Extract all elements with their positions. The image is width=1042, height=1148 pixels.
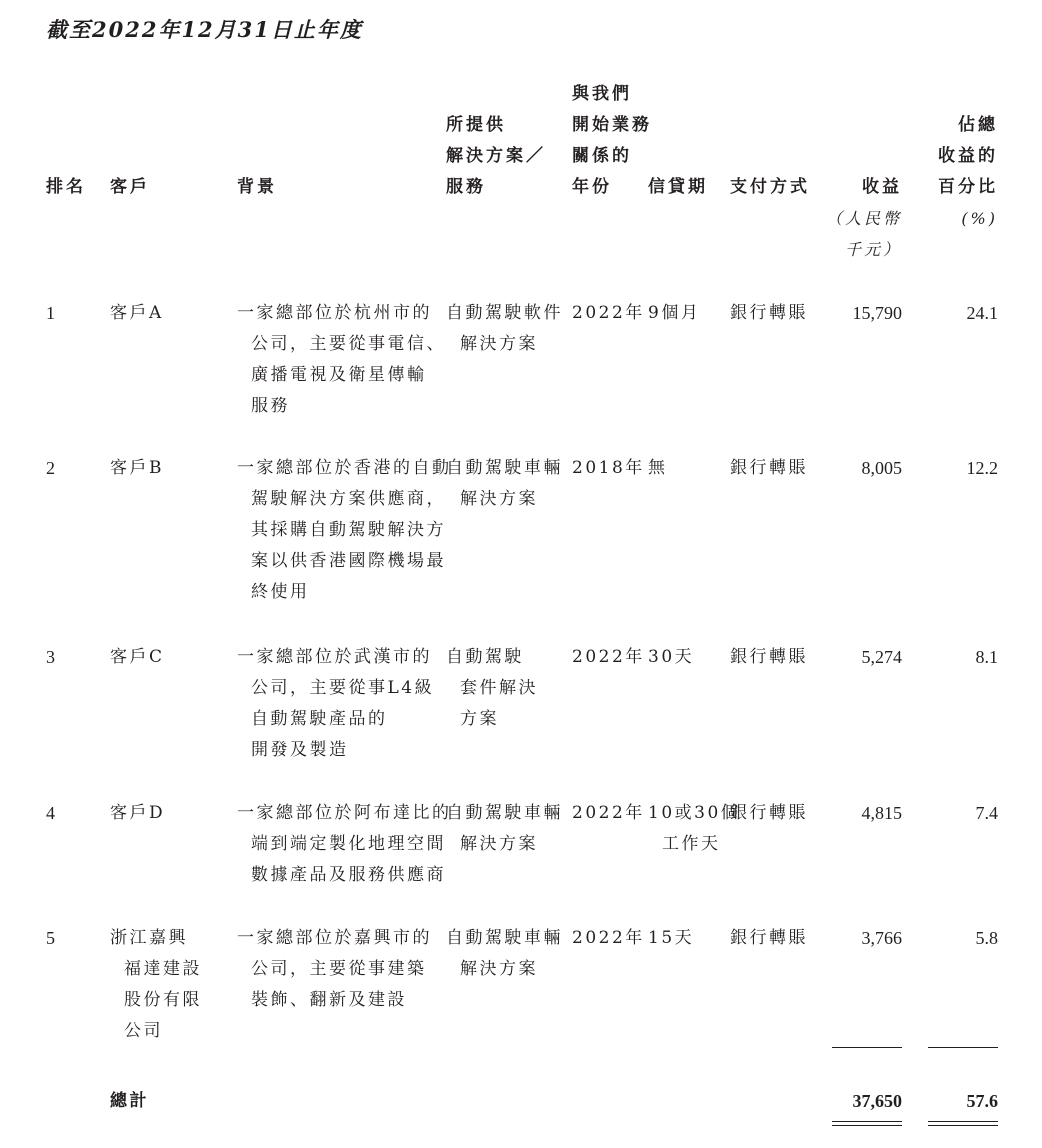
header-solution-line: 所提供	[446, 115, 506, 135]
credit-cell: 15天	[648, 928, 695, 948]
header-background: 背景	[237, 177, 277, 197]
customer-cell: 客戶D	[110, 803, 166, 823]
solution-cell	[446, 923, 563, 985]
subtotal-rule-revenue	[832, 1047, 902, 1048]
solution-line: 自動駕駛車輛	[446, 803, 563, 823]
credit-line: 10或30個	[648, 803, 741, 823]
subtotal-rule-percent	[928, 1047, 998, 1048]
payment-cell: 銀行轉賬	[730, 803, 808, 823]
background-cell	[237, 298, 446, 422]
header-percent-line: 收益的	[938, 146, 998, 166]
background-line: 一家總部位於杭州市的	[237, 303, 432, 323]
solution-line: 解決方案	[460, 489, 538, 509]
header-percent	[900, 110, 998, 234]
header-percent-line: 佔總	[958, 115, 998, 135]
customer-line: 浙江嘉興	[110, 928, 188, 948]
year-cell: 2022年	[572, 303, 645, 323]
solution-line: 套件解決	[460, 678, 538, 698]
year-cell: 2022年	[572, 647, 645, 667]
total-double-rule-percent	[928, 1121, 998, 1126]
total-revenue: 37,650	[852, 1091, 902, 1111]
solution-line: 自動駕駛軟件	[446, 303, 563, 323]
background-line: 公司，主要從事L4級	[251, 678, 435, 698]
background-line: 開發及製造	[251, 740, 349, 760]
credit-line: 工作天	[662, 834, 721, 854]
credit-cell: 9個月	[648, 303, 701, 323]
credit-cell	[648, 798, 740, 860]
header-year-line: 開始業務	[572, 115, 652, 135]
percent-cell: 7.4	[975, 803, 998, 823]
header-revenue	[800, 172, 902, 265]
header-percent-line: 百分比	[938, 177, 998, 197]
header-revenue-label: 收益	[862, 177, 902, 197]
total-label: 總計	[110, 1091, 149, 1111]
solution-cell	[446, 642, 538, 735]
background-line: 一家總部位於阿布達比的	[237, 803, 452, 823]
background-line: 服務	[251, 396, 290, 416]
rank-cell: 5	[46, 928, 55, 948]
header-solution	[446, 110, 546, 203]
header-revenue-unit: 千元）	[844, 240, 902, 259]
header-rank: 排名	[46, 177, 86, 197]
background-line: 廣播電視及衛星傳輸	[251, 365, 427, 385]
header-payment: 支付方式	[730, 177, 810, 197]
solution-line: 解決方案	[460, 959, 538, 979]
solution-line: 解決方案	[460, 834, 538, 854]
background-line: 公司，主要從事電信、	[251, 334, 446, 354]
background-line: 駕駛解決方案供應商，	[251, 489, 446, 509]
background-cell	[237, 642, 434, 766]
customer-line: 股份有限	[124, 990, 202, 1010]
rank-cell: 2	[46, 458, 55, 478]
background-line: 數據產品及服務供應商	[251, 865, 446, 885]
header-year-line: 與我們	[572, 84, 632, 104]
background-line: 一家總部位於武漢市的	[237, 647, 432, 667]
payment-cell: 銀行轉賬	[730, 303, 808, 323]
payment-cell: 銀行轉賬	[730, 458, 808, 478]
header-year-line: 關係的	[572, 146, 632, 166]
background-line: 端到端定製化地理空間	[251, 834, 446, 854]
customer-line: 公司	[124, 1021, 163, 1041]
header-customer: 客戶	[110, 177, 150, 197]
header-credit: 信貸期	[648, 177, 708, 197]
customer-cell: 客戶B	[110, 458, 164, 478]
credit-cell: 30天	[648, 647, 695, 667]
percent-cell: 12.2	[966, 458, 998, 478]
customer-cell: 客戶A	[110, 303, 164, 323]
background-line: 自動駕駛產品的	[251, 709, 388, 729]
page-title: 截至2022年12月31日止年度	[46, 17, 363, 42]
header-year	[572, 79, 652, 203]
revenue-cell: 5,274	[861, 647, 902, 667]
year-cell: 2022年	[572, 803, 645, 823]
background-cell	[237, 923, 432, 1016]
percent-cell: 8.1	[975, 647, 998, 667]
credit-cell: 無	[648, 458, 668, 478]
solution-cell	[446, 453, 563, 515]
solution-cell	[446, 798, 563, 860]
background-line: 其採購自動駕駛解決方	[251, 520, 446, 540]
background-line: 一家總部位於香港的自動	[237, 458, 452, 478]
header-solution-line: 解決方案／	[446, 146, 546, 166]
header-solution-line: 服務	[446, 177, 486, 197]
payment-cell: 銀行轉賬	[730, 928, 808, 948]
solution-line: 方案	[460, 709, 499, 729]
solution-line: 自動駕駛車輛	[446, 928, 563, 948]
background-line: 案以供香港國際機場最	[251, 551, 446, 571]
background-line: 一家總部位於嘉興市的	[237, 928, 432, 948]
background-cell	[237, 798, 452, 891]
total-percent: 57.6	[966, 1091, 998, 1111]
percent-cell: 5.8	[975, 928, 998, 948]
solution-cell	[446, 298, 563, 360]
solution-line: 自動駕駛	[446, 647, 524, 667]
revenue-cell: 3,766	[861, 928, 902, 948]
background-cell	[237, 453, 452, 608]
background-line: 裝飾、翻新及建設	[251, 990, 407, 1010]
total-double-rule-revenue	[832, 1121, 902, 1126]
revenue-cell: 8,005	[861, 458, 902, 478]
customer-line: 福達建設	[124, 959, 202, 979]
percent-cell: 24.1	[966, 303, 998, 323]
background-line: 公司，主要從事建築	[251, 959, 427, 979]
header-year-line: 年份	[572, 177, 612, 197]
customer-cell: 客戶C	[110, 647, 165, 667]
payment-cell: 銀行轉賬	[730, 647, 808, 667]
rank-cell: 3	[46, 647, 55, 667]
rank-cell: 4	[46, 803, 55, 823]
year-cell: 2022年	[572, 928, 645, 948]
solution-line: 解決方案	[460, 334, 538, 354]
header-percent-unit: (%)	[961, 209, 998, 228]
customer-cell	[110, 923, 202, 1047]
background-line: 終使用	[251, 582, 310, 602]
revenue-cell: 4,815	[861, 803, 902, 823]
year-cell: 2018年	[572, 458, 645, 478]
solution-line: 自動駕駛車輛	[446, 458, 563, 478]
rank-cell: 1	[46, 303, 55, 323]
revenue-cell: 15,790	[852, 303, 902, 323]
header-revenue-unit: （人民幣	[825, 209, 902, 228]
